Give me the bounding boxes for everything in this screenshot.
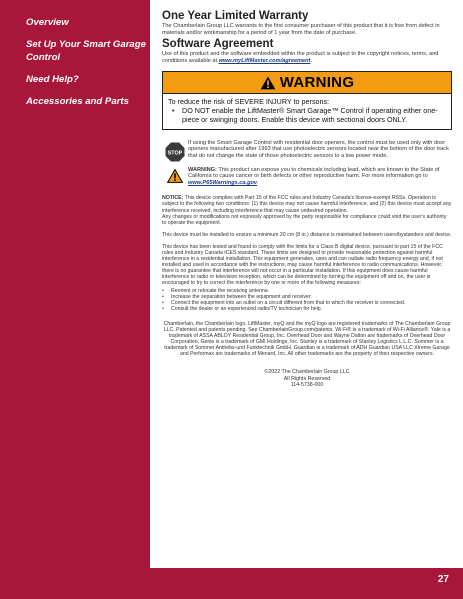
warning-bullet	[168, 107, 446, 124]
software-text-end: .	[310, 57, 312, 64]
trademarks	[162, 321, 452, 358]
prop65-text	[188, 167, 452, 187]
bullet-dot-icon: •	[162, 300, 164, 307]
sidebar-nav	[26, 16, 146, 117]
prop65-body: This product can expose you to chemicals including lead, which are known to the State of California to cause cancer or birth defects or other reproductive harm. For more information go to	[188, 166, 440, 180]
fcc-notice-body: This device complies with Part 15 of the FCC rules and Industry Canada's license-exempt RSSs. Operation is subject to the following two conditions: (1) this device may not cause harmful interference, and (2) this device must accept any interference received, including interference that may cause undesired operation.	[162, 195, 452, 214]
warning-title: WARNING	[279, 74, 355, 92]
warning-body	[163, 94, 451, 128]
sidebar-item-need-help[interactable]: Need Help?	[26, 74, 79, 85]
sidebar-item-set-up[interactable]: Set Up Your Smart Garage Control	[26, 39, 146, 63]
fcc-notice-label: NOTICE:	[162, 195, 184, 202]
fcc-tested	[162, 244, 452, 313]
document-code: 114-5738-000	[290, 382, 324, 389]
warranty-text: The Chamberlain Group LLC warrants to the first consumer purchaser of this product that it is free from defect in materials and/or workmanship for a period of 1 year from the date of purchase.	[162, 23, 440, 36]
prop65-notice	[162, 167, 452, 187]
warning-intro: To reduce the risk of SEVERE INJURY to persons:	[168, 97, 330, 107]
fcc-tested-text: This device has been tested and found to comply with the limits for a Class B digital device, pursuant to part 15 of the FCC rules and Industry Canada ICES standard. These limits are designed to provide reasonable protection against harmful interference in a residential installation. This equipment generates, uses and can radiate radio frequency energy and, if not installed and used in accordance with the instructions, may cause harmful interference to radio communications. However, there is no guarantee that interference will not occur in a particular installation. If this equipment does cause harmful interference to radio or television reception, which can be determined by turning the equipment off and on, the user is encouraged to try to correct the interference by one or more of the following measures:	[162, 243, 443, 287]
sidebar-item-overview[interactable]: Overview	[26, 17, 69, 28]
warning-box	[162, 71, 452, 129]
agreement-link[interactable]: www.myLiftMaster.com/agreement	[218, 57, 311, 64]
p65-link[interactable]: www.P65Warnings.ca.gov	[188, 179, 258, 186]
stop-notice	[162, 140, 452, 162]
sidebar	[0, 0, 150, 599]
measure-text: Connect the equipment into an outlet on a circuit different from that to which the receiver is connected.	[171, 300, 406, 307]
fcc-changes-text: Any changes or modifications not expressly approved by the party responsible for compliance could void the user's authority to operate the equipment.	[162, 213, 447, 226]
stop-sign-label: STOP	[167, 149, 183, 156]
warning-header	[163, 72, 451, 94]
prop65-end: .	[257, 179, 259, 186]
list-item	[162, 306, 452, 312]
page-number: 27	[437, 574, 449, 585]
software-title: Software Agreement	[162, 38, 274, 51]
stop-text: If using the Smart Garage Control with residential door openers, the control must be used only with door openers manufactured after 1993 that use photoelectric sensors located near the bottom of the door track that do not change the state of those photoelectric sensors to a low power mode.	[188, 139, 449, 159]
warranty-title: One Year Limited Warranty	[162, 10, 309, 22]
fcc-distance	[162, 232, 452, 238]
rights-text: All Rights Reserved	[283, 375, 331, 382]
measure-text: Increase the separation between the equipment and receiver.	[171, 293, 312, 300]
software-text	[162, 51, 452, 64]
warning-triangle-icon	[167, 169, 183, 183]
software-text-body: Use of this product and the software embedded within the product is subject to the copyright notices, terms, and conditions available at	[162, 51, 439, 64]
main-content	[162, 10, 452, 389]
sidebar-item-accessories[interactable]: Accessories and Parts	[26, 96, 129, 107]
measure-text: Reorient or relocate the receiving antenna.	[171, 287, 270, 294]
warning-triangle-icon	[260, 76, 276, 90]
footer-bar	[150, 568, 463, 599]
warning-bullet-text: DO NOT enable the LiftMaster® Smart Garage™ Control if operating either one-piece or swinging doors. Enable this device with sectional doors ONLY.	[182, 106, 438, 124]
fcc-measures-list	[162, 288, 452, 313]
bullet-dot-icon: •	[162, 293, 164, 300]
bullet-dot-icon: •	[172, 106, 175, 116]
bullet-dot-icon: •	[162, 287, 164, 294]
bullet-dot-icon: •	[162, 306, 164, 313]
trademarks-text: Chamberlain, the Chamberlain logo, LiftMaster, myQ and the myQ logo are registered trademarks of The Chamberlain Group LLC. Patented and patents pending. See ChamberlainGroup.com/patents. Wi-Fi® is a trademark of Wi-Fi Alliance®. Yale is a trademark of ASSA ABLOY Residential Group, Inc. Overhead Door and Wayne Dalton are trademarks of Overhead Door Corporation. Genie is a trademark of GMI Holdings, Inc. Stanley is a trademark of Stanley Logistics L.L.C. Sommer is a trademark of Sommer Antriebs-und Funktechnik GmbH. Guardian is a trademark of ADH Guardian USA LLC Xtreme Garage and Performax are trademarks of Menard, Inc. All other trademarks are the property of their respective owners.	[163, 320, 451, 358]
prop65-label: WARNING:	[188, 166, 217, 173]
measure-text: Consult the dealer or an experienced radio/TV technician for help.	[171, 306, 323, 313]
fcc-notice	[162, 195, 452, 225]
copyright-text: ©2022 The Chamberlain Group LLC	[264, 369, 350, 376]
copyright-block	[162, 369, 452, 389]
fcc-notice-text	[162, 195, 452, 213]
fcc-distance-text: This device must be installed to ensure a minimum 20 cm (8 in.) distance is maintained between users/bystanders and device.	[162, 231, 452, 238]
stop-sign-icon	[165, 142, 185, 162]
